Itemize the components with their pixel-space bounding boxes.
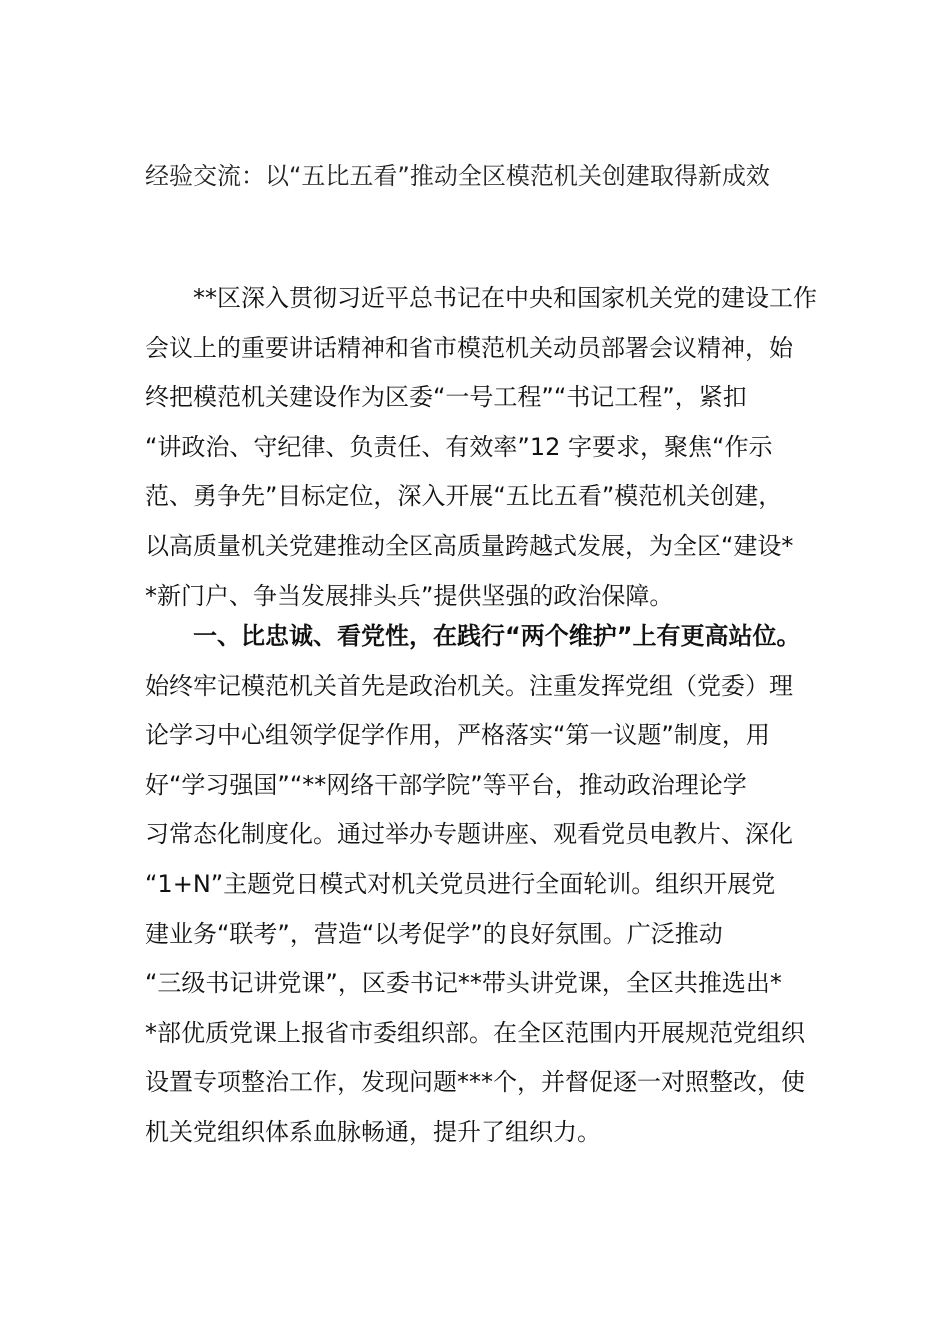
- paragraph-line: “1+N”主题党日模式对机关党员进行全面轮训。组织开展党: [145, 869, 776, 898]
- intro-paragraph: [145, 274, 815, 621]
- paragraph-line: **区深入贯彻习近平总书记在中央和国家机关党的建设工作: [145, 284, 817, 312]
- paragraph-line: *部优质党课上报省市委组织部。在全区范围内开展规范党组织: [145, 1018, 805, 1047]
- paragraph-line: 机关党组织体系血脉畅通，提升了组织力。: [145, 1117, 601, 1146]
- paragraph-line: 范、勇争先”目标定位，深入开展“五比五看”模范机关创建，: [145, 482, 783, 511]
- paragraph-line: 建业务“联考”，营造“以考促学”的良好氛围。广泛推动: [145, 919, 723, 948]
- section-one-paragraph: [145, 612, 815, 1158]
- paragraph-line: 论学习中心组领学促学作用，严格落实“第一议题”制度，用: [145, 721, 770, 750]
- paragraph-line: 始终牢记模范机关首先是政治机关。注重发挥党组（党委）理: [145, 671, 793, 700]
- paragraph-line: 习常态化制度化。通过举办专题讲座、观看党员电教片、深化: [145, 820, 793, 849]
- document-title: 经验交流：以“五比五看”推动全区模范机关创建取得新成效: [145, 162, 770, 190]
- section-heading: 一、比忠诚、看党性，在践行“两个维护”上有更高站位。: [145, 622, 801, 650]
- paragraph-line: 终把模范机关建设作为区委“一号工程”“书记工程”，紧扣: [145, 383, 747, 412]
- paragraph-line: “讲政治、守纪律、负责任、有效率”12 字要求，聚焦“作示: [145, 432, 773, 461]
- paragraph-line: 会议上的重要讲话精神和省市模范机关动员部署会议精神，始: [145, 333, 793, 362]
- paragraph-line: “三级书记讲党课”，区委书记**带头讲党课，全区共推选出*: [145, 969, 782, 998]
- paragraph-line: *新门户、争当发展排头兵”提供坚强的政治保障。: [145, 581, 674, 610]
- paragraph-line: 以高质量机关党建推动全区高质量跨越式发展，为全区“建设*: [145, 531, 794, 560]
- paragraph-line: 好“学习强国”“**网络干部学院”等平台，推动政治理论学: [145, 770, 747, 799]
- paragraph-line: 设置专项整治工作，发现问题***个，并督促逐一对照整改，使: [145, 1068, 805, 1097]
